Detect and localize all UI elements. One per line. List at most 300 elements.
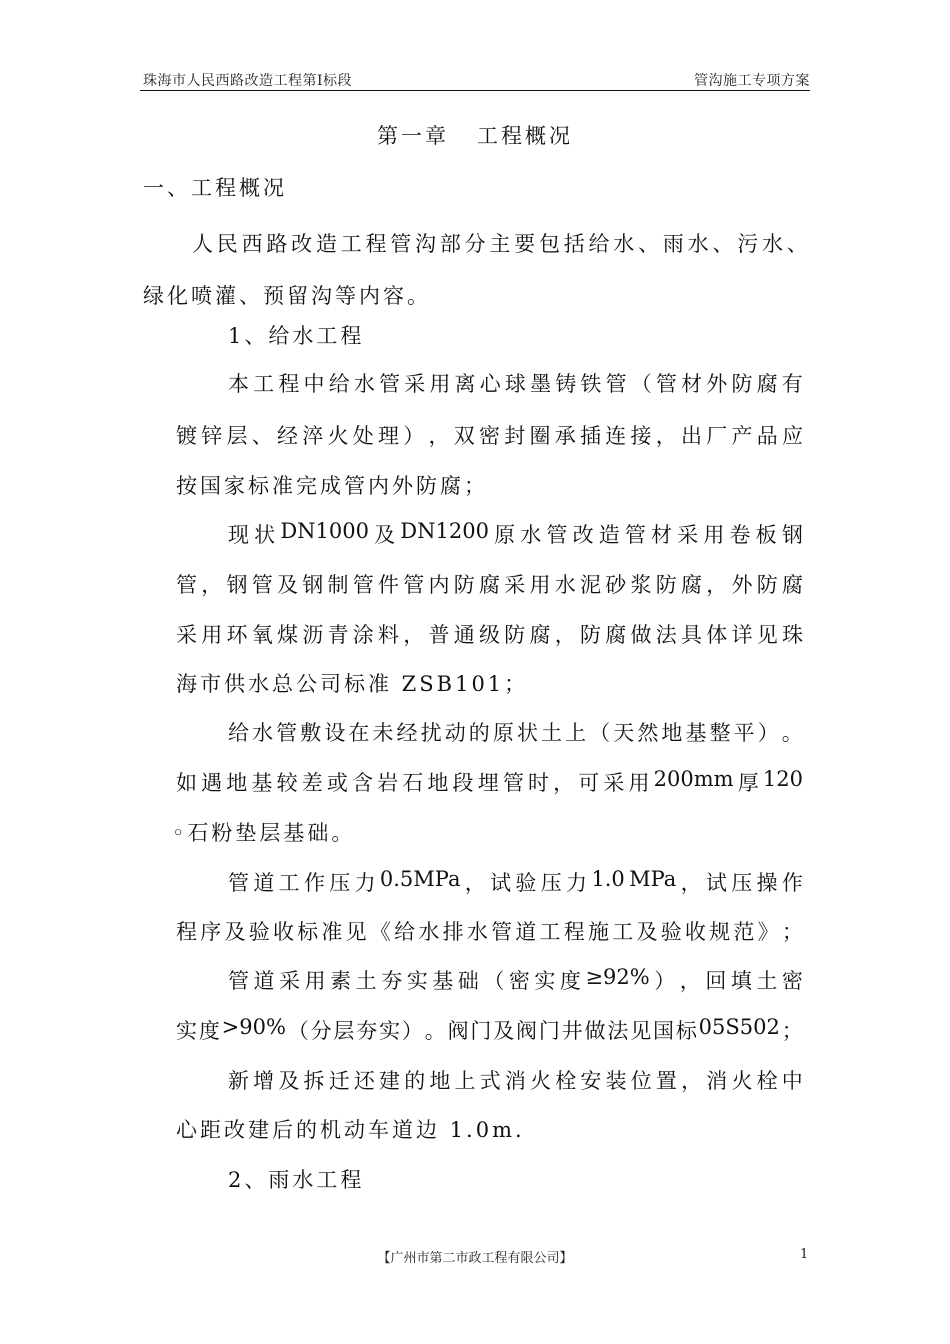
text-run: 管 [546, 523, 568, 547]
text-run: 给 [228, 721, 249, 745]
text-run: 级 [479, 623, 500, 647]
text-run: 水 [687, 232, 709, 256]
paragraph-line: 心距改建后的机动车道边 1.0m. [176, 1118, 525, 1142]
text-run: 上 [565, 721, 587, 745]
text-run: 作 [781, 871, 803, 895]
text-run: 青 [327, 623, 349, 647]
text-run: 试 [490, 871, 512, 895]
text-run: 试 [705, 871, 727, 895]
text-run: 状 [254, 523, 276, 547]
text-run: 05S502 [698, 1015, 780, 1039]
text-run: 防 [731, 372, 753, 396]
text-run: 岩 [377, 771, 399, 795]
text-run: 用 [703, 523, 725, 547]
text-run: 路 [266, 232, 288, 256]
text-run: 锌 [201, 424, 223, 448]
paragraph-line [228, 965, 803, 995]
text-run: ， [464, 871, 486, 895]
text-run: ， [554, 623, 576, 647]
paragraph-line [228, 1065, 803, 1095]
text-run: 出 [681, 424, 702, 448]
text-run: MPa [629, 867, 677, 891]
text-run: 用 [429, 372, 451, 396]
paragraph-line [176, 767, 803, 797]
text-run: 管 [251, 573, 273, 597]
text-run: 工 [253, 372, 275, 396]
text-run: 国 [653, 1019, 675, 1043]
text-run: 火 [731, 1069, 753, 1093]
text-run: 时 [527, 771, 549, 795]
text-run: 铁 [580, 372, 602, 396]
text-run: 经 [277, 424, 298, 448]
text-run: ； [781, 1019, 803, 1043]
text-run: 分 [310, 1019, 332, 1043]
text-run: 防 [655, 573, 677, 597]
text-run: 采 [504, 573, 526, 597]
text-run: 工 [340, 232, 362, 256]
text-run: 原 [494, 523, 516, 547]
text-run: 的 [404, 1069, 426, 1093]
text-run: 给 [328, 372, 350, 396]
text-run: 淬 [302, 424, 324, 448]
text-run: 消 [706, 1069, 728, 1093]
text-run: 心 [479, 372, 501, 396]
text-run: 及 [374, 523, 396, 547]
text-run: 夯 [381, 969, 403, 993]
text-run: 见 [630, 1019, 652, 1043]
text-run: ） [757, 721, 779, 745]
paragraph-line [176, 420, 803, 450]
text-run: 操 [756, 871, 778, 895]
text-run: 置 [655, 1069, 677, 1093]
text-run: 厂 [706, 424, 728, 448]
text-run: 中 [781, 1069, 803, 1093]
text-run: 钢 [302, 573, 324, 597]
text-run: 珠 [782, 623, 803, 647]
text-run: 料 [378, 623, 399, 647]
text-run: 《 [369, 920, 391, 944]
paragraph-line [228, 867, 803, 897]
text-run: ； [781, 920, 803, 944]
text-run: 管 [228, 969, 249, 993]
chapter-number: 第一章 [377, 124, 449, 148]
text-run: 采 [677, 523, 699, 547]
text-run: 敷 [300, 721, 322, 745]
text-run: 、 [638, 232, 660, 256]
text-run: 用 [529, 573, 551, 597]
text-run: 承 [554, 424, 576, 448]
text-run: 验 [248, 920, 270, 944]
text-run: 建 [379, 1069, 401, 1093]
header-document-title: 管沟施工专项方案 [694, 73, 810, 89]
text-run: 力 [354, 871, 376, 895]
text-run: 道 [253, 969, 275, 993]
text-run: 铸 [555, 372, 577, 396]
text-run: 体 [706, 623, 728, 647]
text-run: 程 [278, 372, 300, 396]
text-run: 改 [291, 232, 313, 256]
text-run: 的 [468, 721, 490, 745]
paragraph-line [176, 619, 803, 649]
text-run: ， [706, 573, 728, 597]
text-run: 、 [251, 424, 273, 448]
text-run: ， [680, 871, 702, 895]
text-run: 动 [444, 721, 466, 745]
text-run: 水 [252, 721, 274, 745]
text-run: ≥92% [585, 965, 650, 989]
text-run: 件 [378, 573, 399, 597]
text-run: 水 [613, 232, 635, 256]
text-run: 道 [253, 871, 275, 895]
text-run: 整 [709, 721, 731, 745]
text-run: ， [681, 1069, 703, 1093]
text-run: 法 [655, 623, 677, 647]
text-run: ， [201, 573, 223, 597]
text-run: ， [553, 771, 575, 795]
text-run: 通 [453, 623, 475, 647]
text-run: 含 [351, 771, 373, 795]
text-run: 遇 [201, 771, 223, 795]
text-run: 离 [454, 372, 476, 396]
text-run: 及 [493, 1019, 515, 1043]
text-run: 密 [508, 969, 530, 993]
text-run: ， [403, 623, 425, 647]
text-run: 基 [432, 969, 454, 993]
text-run: 做 [630, 623, 652, 647]
text-run: 西 [241, 232, 263, 256]
text-run: 差 [301, 771, 323, 795]
text-run: 天 [613, 721, 635, 745]
text-run: 拆 [303, 1069, 325, 1093]
text-run: 具 [681, 623, 702, 647]
text-run: 未 [372, 721, 394, 745]
paragraph-line: 海市供水总公司标准 ZSB101； [176, 672, 529, 696]
text-run: 排 [442, 920, 464, 944]
text-run: 管 [352, 573, 374, 597]
text-run: 水 [554, 573, 576, 597]
text-run: 接 [630, 424, 652, 448]
text-run: 状 [516, 721, 538, 745]
paragraph-line [228, 519, 803, 549]
text-run: 栓 [555, 1069, 577, 1093]
text-run: （ [483, 969, 505, 993]
text-run: 钢 [226, 573, 248, 597]
text-run: 应 [782, 424, 803, 448]
text-run: 工 [539, 920, 561, 944]
text-run: （ [287, 1019, 309, 1043]
text-run: 地 [429, 1069, 451, 1093]
section-heading: 一、工程概况 [143, 176, 287, 200]
text-run: 采 [404, 372, 426, 396]
text-run: 煤 [277, 623, 298, 647]
paragraph-line [176, 569, 803, 599]
text-run: 装 [605, 1069, 627, 1093]
text-run: 材 [681, 372, 703, 396]
text-run: 工 [278, 871, 300, 895]
text-run: 井 [561, 1019, 583, 1043]
text-run: 改 [572, 523, 594, 547]
text-run: 填 [730, 969, 752, 993]
text-run: 120 [762, 767, 803, 791]
text-run: 给 [588, 232, 610, 256]
text-run: 地 [226, 771, 248, 795]
text-run: 实 [379, 1019, 401, 1043]
paragraph-line [176, 916, 803, 946]
text-run: 新 [228, 1069, 249, 1093]
chapter-title [0, 120, 950, 150]
text-run: 处 [352, 424, 374, 448]
text-run: 密 [781, 969, 803, 993]
text-run: 见 [345, 920, 367, 944]
text-run: 收 [684, 920, 706, 944]
text-run: 然 [637, 721, 659, 745]
text-run: ， [679, 969, 701, 993]
text-run: 层 [333, 1019, 355, 1043]
text-run: 在 [348, 721, 370, 745]
text-run: 及 [224, 920, 246, 944]
text-run: 管 [502, 771, 524, 795]
text-run: 腐 [681, 573, 702, 597]
text-run: 工 [612, 920, 634, 944]
text-run: 范 [733, 920, 755, 944]
text-run: 。 [424, 1019, 446, 1043]
text-run: 普 [428, 623, 450, 647]
text-run: 火 [327, 424, 349, 448]
text-run: 水 [353, 372, 375, 396]
header-project-name: 珠海市人民西路改造工程第Ⅰ标段 [143, 73, 353, 89]
text-run: 外 [706, 372, 728, 396]
text-run: 1.0 [591, 867, 625, 891]
text-run: 雨 [662, 232, 684, 256]
text-run: 度 [198, 1019, 220, 1043]
text-run: 墨 [530, 372, 552, 396]
text-run: 管 [605, 372, 627, 396]
text-run: 有 [781, 372, 803, 396]
text-run: 水 [761, 232, 783, 256]
text-run: 人 [192, 232, 213, 256]
text-run: 水 [520, 523, 542, 547]
text-run: 腐 [782, 573, 803, 597]
text-run: 防 [504, 623, 526, 647]
text-run: 做 [584, 1019, 606, 1043]
text-run: 实 [534, 969, 556, 993]
text-run: 管 [176, 573, 197, 597]
page-number: 1 [800, 1247, 809, 1262]
text-run: 实 [176, 1019, 197, 1043]
text-run: 卷 [729, 523, 751, 547]
text-run: 管 [491, 920, 513, 944]
text-run: 民 [216, 232, 238, 256]
text-run: 及 [636, 920, 658, 944]
text-run: 标 [297, 920, 319, 944]
paragraph-line [228, 368, 803, 398]
text-run: 段 [452, 771, 474, 795]
text-run: 土 [355, 969, 377, 993]
text-run: 见 [756, 623, 778, 647]
text-run: 产 [731, 424, 753, 448]
text-run: 管 [655, 372, 677, 396]
subsection-heading: 1、给水工程 [228, 324, 365, 348]
text-run: 压 [731, 871, 753, 895]
text-run: 。 [781, 721, 803, 745]
text-run: 给 [394, 920, 416, 944]
paragraph-line [192, 228, 808, 258]
text-run: 水 [466, 920, 488, 944]
text-run: 厚 [737, 771, 759, 795]
text-run: 消 [504, 1069, 526, 1093]
text-run: 采 [603, 771, 625, 795]
text-run: 用 [304, 969, 326, 993]
paragraph-line [176, 1015, 803, 1045]
text-run: 基 [251, 771, 273, 795]
text-run: 涂 [352, 623, 374, 647]
text-run: 石 [402, 771, 424, 795]
text-run: DN1200 [400, 519, 489, 543]
text-run: 程 [176, 920, 197, 944]
text-run: 腐 [605, 623, 627, 647]
header-rule [140, 90, 810, 91]
text-run: 采 [176, 623, 197, 647]
text-run: DN1000 [280, 519, 369, 543]
paragraph-line [228, 717, 803, 747]
text-run: 设 [324, 721, 346, 745]
text-run: 作 [303, 871, 325, 895]
text-run: 验 [660, 920, 682, 944]
text-run: 夯 [356, 1019, 378, 1043]
paragraph-line: 绿化喷灌、预留沟等内容。 [143, 284, 431, 308]
text-run: 主 [489, 232, 511, 256]
text-run: 》 [757, 920, 779, 944]
text-run: 增 [253, 1069, 275, 1093]
text-run: 防 [756, 573, 778, 597]
text-run: 及 [278, 1069, 300, 1093]
text-run: 钢 [781, 523, 803, 547]
text-run: 环 [226, 623, 248, 647]
text-run: 砂 [605, 573, 627, 597]
text-run: 如 [176, 771, 197, 795]
text-run: 板 [755, 523, 777, 547]
text-run: ， [655, 424, 677, 448]
text-run: 回 [705, 969, 727, 993]
text-run: 地 [427, 771, 449, 795]
text-run: 本 [228, 372, 249, 396]
text-run: 球 [504, 372, 526, 396]
text-run: 材 [651, 523, 673, 547]
text-run: 、 [712, 232, 734, 256]
text-run: 式 [479, 1069, 501, 1093]
text-run: 栓 [756, 1069, 778, 1093]
text-run: 泥 [580, 573, 601, 597]
text-run: 分 [464, 232, 486, 256]
text-run: 封 [504, 424, 526, 448]
text-run: 收 [272, 920, 294, 944]
text-run: 双 [453, 424, 475, 448]
text-run: 原 [492, 721, 514, 745]
text-run: 水 [418, 920, 440, 944]
text-run: 要 [514, 232, 536, 256]
text-run: 压 [329, 871, 351, 895]
text-run: 腐 [479, 573, 500, 597]
text-run: 门 [538, 1019, 560, 1043]
text-run: 插 [580, 424, 601, 448]
text-run: 扰 [420, 721, 442, 745]
text-run: 规 [709, 920, 731, 944]
text-run: 腐 [529, 623, 551, 647]
text-run: 地 [661, 721, 683, 745]
text-run: 、 [786, 232, 808, 256]
text-run: 圈 [529, 424, 551, 448]
text-run: 础 [457, 969, 479, 993]
text-run: 品 [756, 424, 778, 448]
text-run: 及 [277, 573, 298, 597]
text-run: 实 [406, 969, 428, 993]
text-run: 用 [628, 771, 650, 795]
subsection-heading: 2、雨水工程 [228, 1168, 365, 1192]
text-run: 序 [200, 920, 222, 944]
text-run: 准 [321, 920, 343, 944]
text-run: ， [428, 424, 450, 448]
text-run: （ [630, 372, 652, 396]
paragraph-line: 按国家标准完成管内外防腐； [176, 474, 488, 498]
text-run: 采 [279, 969, 301, 993]
text-run: 括 [563, 232, 585, 256]
text-run: 迁 [328, 1069, 350, 1093]
text-run: 连 [605, 424, 627, 448]
text-run: 安 [580, 1069, 602, 1093]
text-run: 防 [580, 623, 601, 647]
text-run: 氧 [251, 623, 273, 647]
text-run: 管 [228, 871, 249, 895]
text-run: 造 [598, 523, 620, 547]
text-run: 0.5MPa [379, 867, 461, 891]
text-run: 200mm [653, 767, 734, 791]
text-run: >90% [221, 1015, 286, 1039]
paragraph-line: ◦石粉垫层基础。 [172, 821, 356, 845]
text-run: 包 [538, 232, 560, 256]
text-run: 力 [566, 871, 588, 895]
text-run: 防 [453, 573, 475, 597]
text-run: 程 [365, 232, 387, 256]
text-run: 沟 [415, 232, 437, 256]
text-run: 内 [428, 573, 450, 597]
text-run: 层 [226, 424, 248, 448]
text-run: 法 [607, 1019, 629, 1043]
text-run: （ [589, 721, 611, 745]
text-run: 压 [540, 871, 562, 895]
text-run: 管 [276, 721, 298, 745]
text-run: 程 [563, 920, 585, 944]
text-run: 还 [353, 1069, 375, 1093]
text-run: 埋 [477, 771, 499, 795]
text-run: 管 [624, 523, 646, 547]
text-run: ） [654, 969, 676, 993]
text-run: 可 [578, 771, 600, 795]
text-run: 部 [439, 232, 461, 256]
chapter-name: 工程概况 [477, 124, 573, 148]
text-run: 素 [330, 969, 352, 993]
text-run: ） [403, 424, 425, 448]
text-run: 外 [731, 573, 753, 597]
text-run: 验 [515, 871, 537, 895]
text-run: 镀 [176, 424, 197, 448]
text-run: 阀 [516, 1019, 538, 1043]
text-run: 标 [675, 1019, 697, 1043]
text-run: 理 [378, 424, 399, 448]
text-run: 道 [515, 920, 537, 944]
text-run: 管 [379, 372, 401, 396]
text-run: 中 [303, 372, 325, 396]
text-run: 火 [530, 1069, 552, 1093]
